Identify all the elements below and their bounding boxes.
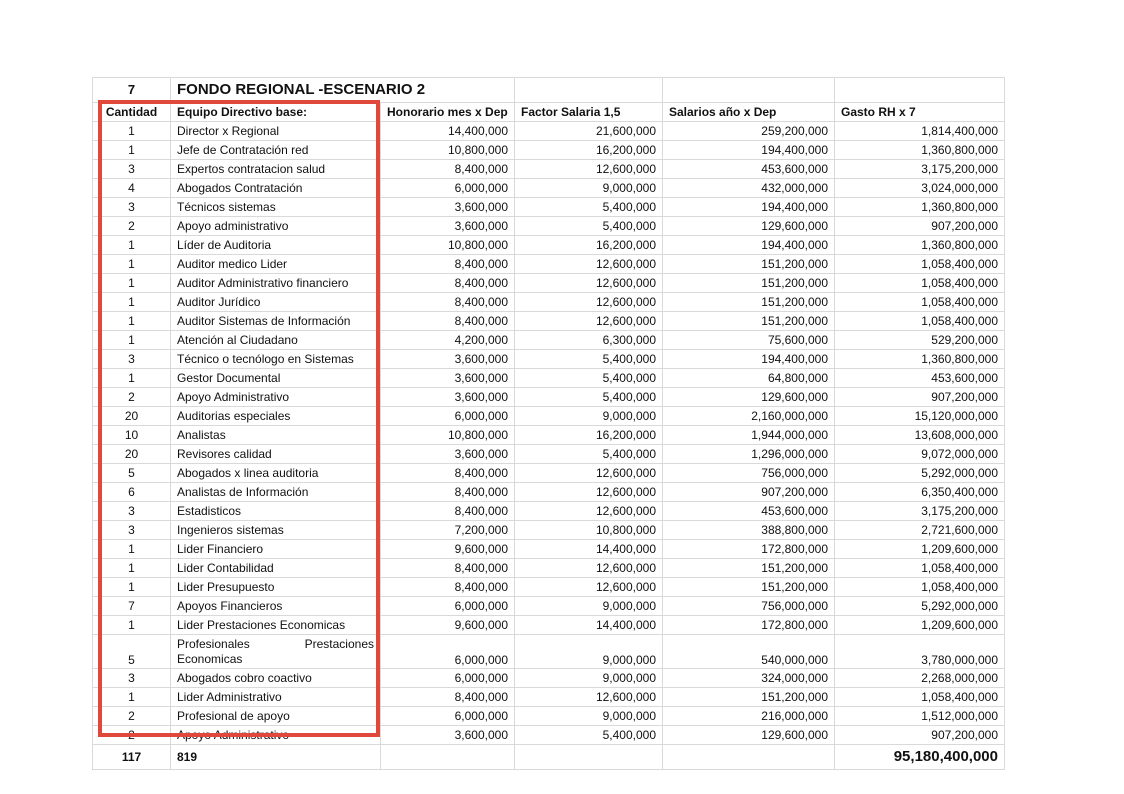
cell-annual: 453,600,000	[663, 160, 835, 179]
cell-role: Apoyos Financieros	[171, 597, 381, 616]
table-row	[93, 635, 1005, 669]
cell-total: 3,780,000,000	[835, 635, 1005, 669]
sheet-title: FONDO REGIONAL -ESCENARIO 2	[171, 78, 515, 103]
cell-fee: 8,400,000	[381, 293, 515, 312]
table-row	[93, 350, 1005, 369]
cell-fee: 8,400,000	[381, 688, 515, 707]
table-row	[93, 198, 1005, 217]
cell-role: Jefe de Contratación red	[171, 141, 381, 160]
table-row	[93, 521, 1005, 540]
cell-total: 13,608,000,000	[835, 426, 1005, 445]
cell-role: Auditor Jurídico	[171, 293, 381, 312]
cell-role: Director x Regional	[171, 122, 381, 141]
cell-qty: 4	[93, 179, 171, 198]
cell-total: 2,721,600,000	[835, 521, 1005, 540]
grand-total: 95,180,400,000	[835, 745, 1005, 770]
cell-annual: 216,000,000	[663, 707, 835, 726]
cell-fee: 8,400,000	[381, 274, 515, 293]
cell-factor: 16,200,000	[515, 236, 663, 255]
cell-annual: 75,600,000	[663, 331, 835, 350]
cell-qty: 1	[93, 540, 171, 559]
table-row	[93, 464, 1005, 483]
empty-cell	[835, 78, 1005, 103]
cell-fee: 8,400,000	[381, 312, 515, 331]
cell-role: Líder de Auditoria	[171, 236, 381, 255]
header-role: Equipo Directivo base:	[171, 103, 381, 122]
cell-factor: 9,000,000	[515, 179, 663, 198]
cell-fee: 3,600,000	[381, 350, 515, 369]
cell-annual: 2,160,000,000	[663, 407, 835, 426]
cell-fee: 10,800,000	[381, 141, 515, 160]
cell-factor: 12,600,000	[515, 274, 663, 293]
cell-role: Analistas	[171, 426, 381, 445]
cell-annual: 453,600,000	[663, 502, 835, 521]
cell-role: Apoyo Administrativo	[171, 726, 381, 745]
cell-factor: 14,400,000	[515, 540, 663, 559]
cell-total: 1,058,400,000	[835, 293, 1005, 312]
table-row	[93, 502, 1005, 521]
cell-role: Abogados cobro coactivo	[171, 669, 381, 688]
cell-role: Auditor Administrativo financiero	[171, 274, 381, 293]
cell-annual: 1,296,000,000	[663, 445, 835, 464]
cell-total: 907,200,000	[835, 388, 1005, 407]
cell-fee: 10,800,000	[381, 236, 515, 255]
cell-annual: 432,000,000	[663, 179, 835, 198]
cell-role	[171, 635, 381, 669]
cell-factor: 12,600,000	[515, 502, 663, 521]
cell-factor: 9,000,000	[515, 635, 663, 669]
cell-qty: 3	[93, 521, 171, 540]
cell-qty: 1	[93, 578, 171, 597]
cell-total: 1,058,400,000	[835, 255, 1005, 274]
empty-cell	[381, 745, 515, 770]
table-row	[93, 559, 1005, 578]
table-row	[93, 312, 1005, 331]
cell-total: 1,360,800,000	[835, 236, 1005, 255]
cell-total: 907,200,000	[835, 726, 1005, 745]
cell-role: Técnicos sistemas	[171, 198, 381, 217]
cell-fee: 8,400,000	[381, 464, 515, 483]
cell-role: Lider Prestaciones Economicas	[171, 616, 381, 635]
cell-role: Expertos contratacion salud	[171, 160, 381, 179]
cell-factor: 5,400,000	[515, 369, 663, 388]
cell-factor: 5,400,000	[515, 198, 663, 217]
cell-role: Lider Presupuesto	[171, 578, 381, 597]
cell-annual: 540,000,000	[663, 635, 835, 669]
cell-qty: 1	[93, 688, 171, 707]
cell-qty: 20	[93, 407, 171, 426]
cell-factor: 9,000,000	[515, 407, 663, 426]
cell-qty: 2	[93, 726, 171, 745]
cell-fee: 9,600,000	[381, 540, 515, 559]
cell-role: Lider Financiero	[171, 540, 381, 559]
cell-qty: 10	[93, 426, 171, 445]
cell-role: Apoyo Administrativo	[171, 388, 381, 407]
cell-qty: 5	[93, 464, 171, 483]
cell-qty: 2	[93, 388, 171, 407]
header-row	[93, 103, 1005, 122]
cell-total: 1,058,400,000	[835, 312, 1005, 331]
cell-total: 907,200,000	[835, 217, 1005, 236]
cell-fee: 4,200,000	[381, 331, 515, 350]
cell-annual: 388,800,000	[663, 521, 835, 540]
cell-factor: 5,400,000	[515, 388, 663, 407]
cell-fee: 14,400,000	[381, 122, 515, 141]
cell-role: Auditor Sistemas de Información	[171, 312, 381, 331]
cell-qty: 1	[93, 141, 171, 160]
table-row	[93, 217, 1005, 236]
cell-fee: 8,400,000	[381, 483, 515, 502]
cell-factor: 12,600,000	[515, 483, 663, 502]
table-row	[93, 331, 1005, 350]
cell-annual: 172,800,000	[663, 616, 835, 635]
table-row	[93, 274, 1005, 293]
cell-qty: 2	[93, 707, 171, 726]
table-row	[93, 597, 1005, 616]
cell-qty: 3	[93, 669, 171, 688]
cell-total: 1,058,400,000	[835, 578, 1005, 597]
cell-factor: 12,600,000	[515, 688, 663, 707]
cell-qty: 7	[93, 597, 171, 616]
cell-role-part: Prestaciones	[304, 636, 374, 651]
cell-qty: 3	[93, 198, 171, 217]
cell-role: Profesional de apoyo	[171, 707, 381, 726]
table-row	[93, 255, 1005, 274]
cell-factor: 16,200,000	[515, 426, 663, 445]
cell-total: 1,058,400,000	[835, 274, 1005, 293]
cell-total: 15,120,000,000	[835, 407, 1005, 426]
table-row	[93, 688, 1005, 707]
cell-qty: 1	[93, 255, 171, 274]
cell-factor: 9,000,000	[515, 669, 663, 688]
table-row	[93, 407, 1005, 426]
cell-fee: 8,400,000	[381, 559, 515, 578]
top-left-number: 7	[93, 78, 171, 103]
cell-role: Ingenieros sistemas	[171, 521, 381, 540]
cell-role: Apoyo administrativo	[171, 217, 381, 236]
cell-factor: 5,400,000	[515, 445, 663, 464]
cell-annual: 194,400,000	[663, 198, 835, 217]
cell-fee: 6,000,000	[381, 635, 515, 669]
header-qty: Cantidad	[93, 103, 171, 122]
cell-factor: 10,800,000	[515, 521, 663, 540]
cell-factor: 12,600,000	[515, 464, 663, 483]
cell-qty: 3	[93, 350, 171, 369]
cell-factor: 9,000,000	[515, 597, 663, 616]
cell-annual: 151,200,000	[663, 578, 835, 597]
cell-qty: 3	[93, 160, 171, 179]
cell-qty: 1	[93, 293, 171, 312]
cell-qty: 1	[93, 122, 171, 141]
cell-factor: 12,600,000	[515, 255, 663, 274]
cell-role: Auditor medico Lider	[171, 255, 381, 274]
cell-total: 3,175,200,000	[835, 502, 1005, 521]
cell-factor: 12,600,000	[515, 293, 663, 312]
table-row	[93, 141, 1005, 160]
table-row	[93, 578, 1005, 597]
cell-total: 1,209,600,000	[835, 540, 1005, 559]
cell-annual: 1,944,000,000	[663, 426, 835, 445]
cell-total: 5,292,000,000	[835, 597, 1005, 616]
cell-factor: 12,600,000	[515, 559, 663, 578]
cell-factor: 12,600,000	[515, 160, 663, 179]
cell-factor: 6,300,000	[515, 331, 663, 350]
cell-annual: 129,600,000	[663, 388, 835, 407]
cell-total: 1,058,400,000	[835, 688, 1005, 707]
cell-annual: 151,200,000	[663, 688, 835, 707]
cell-total: 1,360,800,000	[835, 141, 1005, 160]
cell-qty: 5	[93, 635, 171, 669]
cell-role: Técnico o tecnólogo en Sistemas	[171, 350, 381, 369]
cell-fee: 9,600,000	[381, 616, 515, 635]
cell-fee: 7,200,000	[381, 521, 515, 540]
table-row	[93, 122, 1005, 141]
cell-fee: 3,600,000	[381, 445, 515, 464]
cell-factor: 5,400,000	[515, 350, 663, 369]
cell-annual: 907,200,000	[663, 483, 835, 502]
total-qty: 117	[93, 745, 171, 770]
cell-fee: 3,600,000	[381, 726, 515, 745]
cell-annual: 129,600,000	[663, 217, 835, 236]
cell-fee: 6,000,000	[381, 597, 515, 616]
cell-fee: 3,600,000	[381, 217, 515, 236]
spreadsheet-table	[92, 77, 1005, 770]
cell-qty: 1	[93, 312, 171, 331]
cell-factor: 5,400,000	[515, 726, 663, 745]
table-row	[93, 179, 1005, 198]
table-row	[93, 388, 1005, 407]
cell-total: 2,268,000,000	[835, 669, 1005, 688]
cell-qty: 3	[93, 502, 171, 521]
cell-qty: 1	[93, 274, 171, 293]
cell-factor: 21,600,000	[515, 122, 663, 141]
title-row	[93, 78, 1005, 103]
table-row	[93, 483, 1005, 502]
cell-fee: 3,600,000	[381, 369, 515, 388]
cell-total: 1,512,000,000	[835, 707, 1005, 726]
cell-annual: 259,200,000	[663, 122, 835, 141]
cell-qty: 1	[93, 331, 171, 350]
cell-total: 1,058,400,000	[835, 559, 1005, 578]
cell-annual: 151,200,000	[663, 274, 835, 293]
cell-factor: 9,000,000	[515, 707, 663, 726]
empty-cell	[663, 78, 835, 103]
cell-total: 1,360,800,000	[835, 198, 1005, 217]
cell-total: 6,350,400,000	[835, 483, 1005, 502]
cell-qty: 20	[93, 445, 171, 464]
cell-annual: 151,200,000	[663, 255, 835, 274]
cell-annual: 151,200,000	[663, 293, 835, 312]
cell-annual: 151,200,000	[663, 559, 835, 578]
empty-cell	[515, 78, 663, 103]
table-row	[93, 160, 1005, 179]
table-row	[93, 236, 1005, 255]
cell-role: Lider Contabilidad	[171, 559, 381, 578]
cell-role: Gestor Documental	[171, 369, 381, 388]
cell-annual: 129,600,000	[663, 726, 835, 745]
cell-annual: 151,200,000	[663, 312, 835, 331]
table-row	[93, 426, 1005, 445]
cell-annual: 64,800,000	[663, 369, 835, 388]
cell-role: Abogados x linea auditoria	[171, 464, 381, 483]
cell-total: 3,175,200,000	[835, 160, 1005, 179]
cell-qty: 1	[93, 369, 171, 388]
cell-total: 529,200,000	[835, 331, 1005, 350]
cell-qty: 1	[93, 559, 171, 578]
cell-role: Estadisticos	[171, 502, 381, 521]
cell-annual: 756,000,000	[663, 597, 835, 616]
empty-cell	[515, 745, 663, 770]
cell-total: 1,209,600,000	[835, 616, 1005, 635]
cell-role: Analistas de Información	[171, 483, 381, 502]
cell-factor: 5,400,000	[515, 217, 663, 236]
cell-fee: 3,600,000	[381, 388, 515, 407]
cell-factor: 14,400,000	[515, 616, 663, 635]
table-row	[93, 707, 1005, 726]
cell-fee: 8,400,000	[381, 160, 515, 179]
cell-role-part: Economicas	[177, 651, 243, 666]
empty-cell	[663, 745, 835, 770]
header-annual: Salarios año x Dep	[663, 103, 835, 122]
cell-factor: 16,200,000	[515, 141, 663, 160]
cell-fee: 8,400,000	[381, 578, 515, 597]
table-row	[93, 293, 1005, 312]
table-row	[93, 669, 1005, 688]
total-role: 819	[171, 745, 381, 770]
cell-annual: 194,400,000	[663, 236, 835, 255]
cell-role: Revisores calidad	[171, 445, 381, 464]
cell-qty: 1	[93, 236, 171, 255]
cell-role: Atención al Ciudadano	[171, 331, 381, 350]
cell-fee: 6,000,000	[381, 179, 515, 198]
cell-fee: 6,000,000	[381, 707, 515, 726]
header-factor: Factor Salaria 1,5	[515, 103, 663, 122]
totals-row	[93, 745, 1005, 770]
cell-total: 5,292,000,000	[835, 464, 1005, 483]
cell-annual: 194,400,000	[663, 350, 835, 369]
header-fee: Honorario mes x Dep	[381, 103, 515, 122]
table-row	[93, 540, 1005, 559]
cell-total: 1,360,800,000	[835, 350, 1005, 369]
table-row	[93, 726, 1005, 745]
cell-fee: 10,800,000	[381, 426, 515, 445]
table-row	[93, 616, 1005, 635]
cell-total: 3,024,000,000	[835, 179, 1005, 198]
cell-role: Lider Administrativo	[171, 688, 381, 707]
cell-role-part: Profesionales	[177, 636, 250, 651]
cell-total: 1,814,400,000	[835, 122, 1005, 141]
cell-role: Auditorias especiales	[171, 407, 381, 426]
table-row	[93, 369, 1005, 388]
table-row	[93, 445, 1005, 464]
cell-fee: 6,000,000	[381, 407, 515, 426]
cell-fee: 8,400,000	[381, 502, 515, 521]
cell-qty: 6	[93, 483, 171, 502]
cell-fee: 6,000,000	[381, 669, 515, 688]
cell-annual: 756,000,000	[663, 464, 835, 483]
cell-fee: 3,600,000	[381, 198, 515, 217]
cell-annual: 172,800,000	[663, 540, 835, 559]
cell-qty: 1	[93, 616, 171, 635]
cell-total: 453,600,000	[835, 369, 1005, 388]
cell-annual: 194,400,000	[663, 141, 835, 160]
spreadsheet-body	[93, 78, 1005, 770]
cell-factor: 12,600,000	[515, 312, 663, 331]
cell-fee: 8,400,000	[381, 255, 515, 274]
header-total: Gasto RH x 7	[835, 103, 1005, 122]
cell-annual: 324,000,000	[663, 669, 835, 688]
cell-qty: 2	[93, 217, 171, 236]
cell-total: 9,072,000,000	[835, 445, 1005, 464]
cell-factor: 12,600,000	[515, 578, 663, 597]
cell-role: Abogados Contratación	[171, 179, 381, 198]
